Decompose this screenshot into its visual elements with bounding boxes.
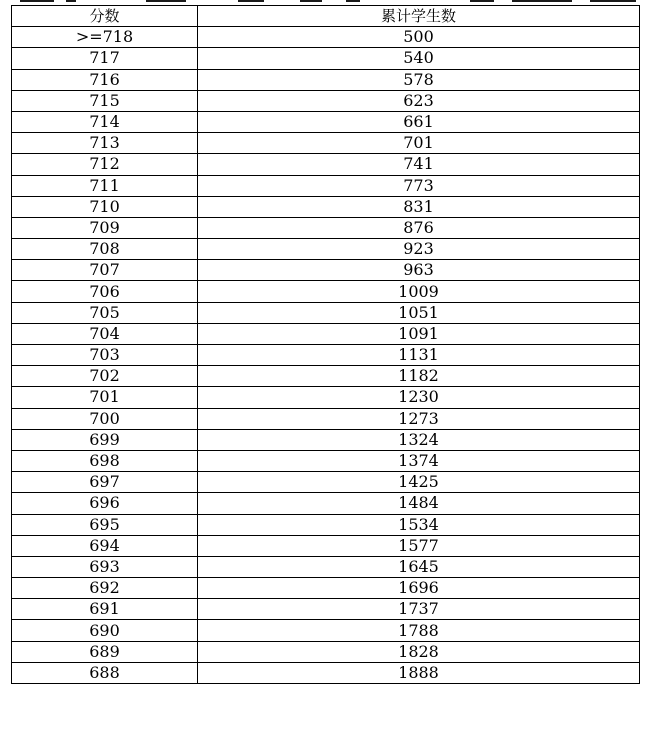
- table-row: [12, 514, 640, 535]
- table-row: [12, 620, 640, 641]
- table-row: [12, 323, 640, 344]
- score-cell: 712: [12, 154, 198, 175]
- table-row: [12, 535, 640, 556]
- cumulative-count-cell: 1425: [198, 472, 640, 493]
- cumulative-count-cell: 500: [198, 27, 640, 48]
- table-row: [12, 260, 640, 281]
- cumulative-count-cell: 540: [198, 48, 640, 69]
- score-cell: 711: [12, 175, 198, 196]
- score-cell: 700: [12, 408, 198, 429]
- score-distribution-table: [11, 5, 640, 684]
- score-cell: >=718: [12, 27, 198, 48]
- score-cell: 713: [12, 133, 198, 154]
- table-row: [12, 472, 640, 493]
- cumulative-count-cell: 1645: [198, 556, 640, 577]
- score-cell: 701: [12, 387, 198, 408]
- cumulative-count-cell: 1131: [198, 345, 640, 366]
- cumulative-count-cell: 1324: [198, 429, 640, 450]
- score-cell: 708: [12, 239, 198, 260]
- score-cell: 689: [12, 641, 198, 662]
- table-row: [12, 154, 640, 175]
- table-row: [12, 239, 640, 260]
- score-cell: 699: [12, 429, 198, 450]
- table-row: [12, 345, 640, 366]
- table-row: [12, 493, 640, 514]
- table-header-row: [12, 6, 640, 27]
- table-row: [12, 387, 640, 408]
- score-cell: 698: [12, 450, 198, 471]
- score-cell: 696: [12, 493, 198, 514]
- cumulative-count-cell: 963: [198, 260, 640, 281]
- score-cell: 714: [12, 111, 198, 132]
- table-row: [12, 641, 640, 662]
- table-row: [12, 48, 640, 69]
- cumulative-count-cell: 1009: [198, 281, 640, 302]
- score-cell: 692: [12, 578, 198, 599]
- score-cell: 697: [12, 472, 198, 493]
- cumulative-count-cell: 1696: [198, 578, 640, 599]
- table-row: [12, 366, 640, 387]
- cumulative-count-cell: 1737: [198, 599, 640, 620]
- score-cell: 693: [12, 556, 198, 577]
- table-row: [12, 217, 640, 238]
- cumulative-count-cell: 773: [198, 175, 640, 196]
- cumulative-count-cell: 741: [198, 154, 640, 175]
- score-cell: 690: [12, 620, 198, 641]
- cumulative-count-cell: 1534: [198, 514, 640, 535]
- cumulative-count-cell: 1828: [198, 641, 640, 662]
- score-cell: 688: [12, 662, 198, 683]
- cumulative-count-cell: 1888: [198, 662, 640, 683]
- cumulative-count-cell: 1788: [198, 620, 640, 641]
- cumulative-count-cell: 623: [198, 90, 640, 111]
- cumulative-count-cell: 876: [198, 217, 640, 238]
- table-row: [12, 175, 640, 196]
- table-row: [12, 556, 640, 577]
- table-row: [12, 281, 640, 302]
- score-cell: 691: [12, 599, 198, 620]
- table-row: [12, 578, 640, 599]
- cumulative-count-cell: 1484: [198, 493, 640, 514]
- cumulative-count-cell: 578: [198, 69, 640, 90]
- header-score: 分数: [12, 6, 198, 27]
- table-body: [12, 27, 640, 684]
- score-cell: 703: [12, 345, 198, 366]
- cumulative-count-cell: 1374: [198, 450, 640, 471]
- cumulative-count-cell: 1182: [198, 366, 640, 387]
- table-row: [12, 599, 640, 620]
- score-cell: 715: [12, 90, 198, 111]
- score-cell: 709: [12, 217, 198, 238]
- table-row: [12, 111, 640, 132]
- score-cell: 710: [12, 196, 198, 217]
- table-row: [12, 90, 640, 111]
- table-row: [12, 662, 640, 683]
- cumulative-count-cell: 1273: [198, 408, 640, 429]
- score-cell: 706: [12, 281, 198, 302]
- score-cell: 704: [12, 323, 198, 344]
- score-cell: 695: [12, 514, 198, 535]
- cumulative-count-cell: 1091: [198, 323, 640, 344]
- cumulative-count-cell: 923: [198, 239, 640, 260]
- table-row: [12, 408, 640, 429]
- table-row: [12, 27, 640, 48]
- cumulative-count-cell: 1051: [198, 302, 640, 323]
- cumulative-count-cell: 701: [198, 133, 640, 154]
- score-cell: 694: [12, 535, 198, 556]
- table-row: [12, 196, 640, 217]
- table-row: [12, 133, 640, 154]
- table-row: [12, 69, 640, 90]
- score-cell: 705: [12, 302, 198, 323]
- cumulative-count-cell: 1577: [198, 535, 640, 556]
- cumulative-count-cell: 831: [198, 196, 640, 217]
- cumulative-count-cell: 661: [198, 111, 640, 132]
- table-row: [12, 302, 640, 323]
- header-cumulative-students: 累计学生数: [198, 6, 640, 27]
- table-row: [12, 429, 640, 450]
- cumulative-count-cell: 1230: [198, 387, 640, 408]
- table-row: [12, 450, 640, 471]
- score-cell: 717: [12, 48, 198, 69]
- score-cell: 716: [12, 69, 198, 90]
- score-cell: 702: [12, 366, 198, 387]
- score-cell: 707: [12, 260, 198, 281]
